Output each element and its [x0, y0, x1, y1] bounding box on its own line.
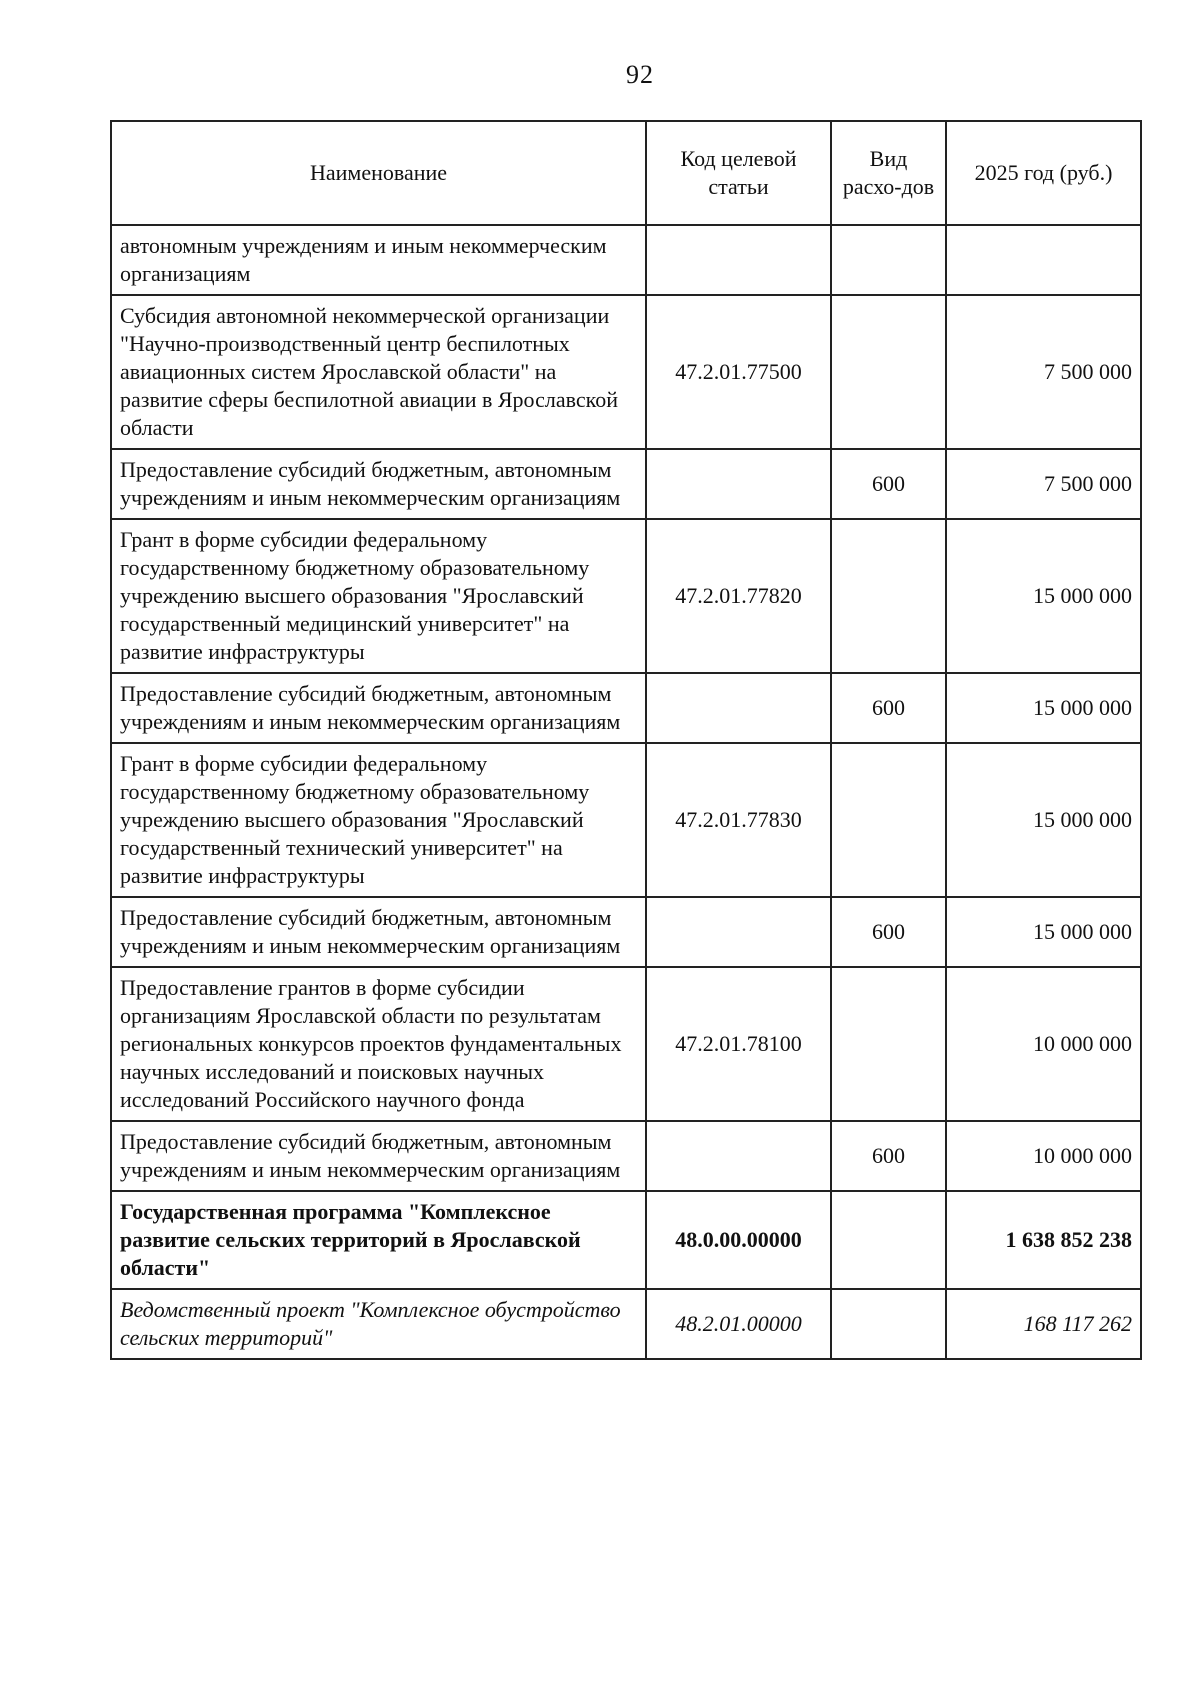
cell-name: Государственная программа "Комплексное развитие сельских территорий в Ярославской области" — [111, 1191, 646, 1289]
cell-sum: 10 000 000 — [946, 1121, 1141, 1191]
cell-name: Ведомственный проект "Комплексное обустройство сельских территорий" — [111, 1289, 646, 1359]
cell-kind: 600 — [831, 1121, 946, 1191]
cell-name: Субсидия автономной некоммерческой организации "Научно-производственный центр беспилотных авиационных систем Ярославской области" на развитие сферы беспилотной авиации в Ярославской области — [111, 295, 646, 449]
table-header-row — [111, 121, 1141, 225]
cell-code — [646, 1121, 831, 1191]
table-row — [111, 295, 1141, 449]
cell-sum: 168 117 262 — [946, 1289, 1141, 1359]
cell-code: 47.2.01.77830 — [646, 743, 831, 897]
cell-kind — [831, 1191, 946, 1289]
cell-sum: 15 000 000 — [946, 897, 1141, 967]
cell-kind — [831, 743, 946, 897]
cell-kind — [831, 225, 946, 295]
cell-name: Предоставление субсидий бюджетным, автономным учреждениям и иным некоммерческим организациям — [111, 673, 646, 743]
cell-name: Предоставление грантов в форме субсидии организациям Ярославской области по результатам региональных конкурсов проектов фундаментальных научных исследований и поисковых научных исследований Российского научного фонда — [111, 967, 646, 1121]
header-kind: Вид расхо-дов — [831, 121, 946, 225]
cell-name: Предоставление субсидий бюджетным, автономным учреждениям и иным некоммерческим организациям — [111, 1121, 646, 1191]
cell-kind — [831, 967, 946, 1121]
table-row — [111, 449, 1141, 519]
cell-sum — [946, 225, 1141, 295]
cell-code — [646, 225, 831, 295]
cell-sum: 15 000 000 — [946, 673, 1141, 743]
cell-sum: 7 500 000 — [946, 295, 1141, 449]
table-row — [111, 673, 1141, 743]
table-row — [111, 519, 1141, 673]
cell-code: 48.2.01.00000 — [646, 1289, 831, 1359]
cell-name: Грант в форме субсидии федеральному государственному бюджетному образовательному учреждению высшего образования "Ярославский государственный технический университет" на развитие инфраструктуры — [111, 743, 646, 897]
cell-kind — [831, 1289, 946, 1359]
cell-kind: 600 — [831, 897, 946, 967]
table-row — [111, 225, 1141, 295]
budget-table — [110, 120, 1142, 1360]
table-row — [111, 1121, 1141, 1191]
cell-kind — [831, 519, 946, 673]
header-name: Наименование — [111, 121, 646, 225]
page-number: 92 — [626, 60, 654, 89]
cell-sum: 15 000 000 — [946, 519, 1141, 673]
cell-sum: 10 000 000 — [946, 967, 1141, 1121]
cell-code: 47.2.01.77500 — [646, 295, 831, 449]
table-row — [111, 897, 1141, 967]
table-row — [111, 1289, 1141, 1359]
table-row — [111, 1191, 1141, 1289]
table-row — [111, 967, 1141, 1121]
cell-sum: 15 000 000 — [946, 743, 1141, 897]
cell-code — [646, 449, 831, 519]
cell-sum: 7 500 000 — [946, 449, 1141, 519]
cell-code — [646, 673, 831, 743]
cell-code: 47.2.01.77820 — [646, 519, 831, 673]
cell-kind: 600 — [831, 449, 946, 519]
cell-kind — [831, 295, 946, 449]
header-code: Код целевой статьи — [646, 121, 831, 225]
cell-name: Предоставление субсидий бюджетным, автономным учреждениям и иным некоммерческим организациям — [111, 449, 646, 519]
cell-sum: 1 638 852 238 — [946, 1191, 1141, 1289]
cell-kind: 600 — [831, 673, 946, 743]
cell-name: Предоставление субсидий бюджетным, автономным учреждениям и иным некоммерческим организациям — [111, 897, 646, 967]
cell-name: Грант в форме субсидии федеральному государственному бюджетному образовательному учреждению высшего образования "Ярославский государственный медицинский университет" на развитие инфраструктуры — [111, 519, 646, 673]
cell-code: 47.2.01.78100 — [646, 967, 831, 1121]
table-row — [111, 743, 1141, 897]
header-sum: 2025 год (руб.) — [946, 121, 1141, 225]
cell-code: 48.0.00.00000 — [646, 1191, 831, 1289]
cell-code — [646, 897, 831, 967]
cell-name: автономным учреждениям и иным некоммерческим организациям — [111, 225, 646, 295]
table-body — [111, 225, 1141, 1359]
